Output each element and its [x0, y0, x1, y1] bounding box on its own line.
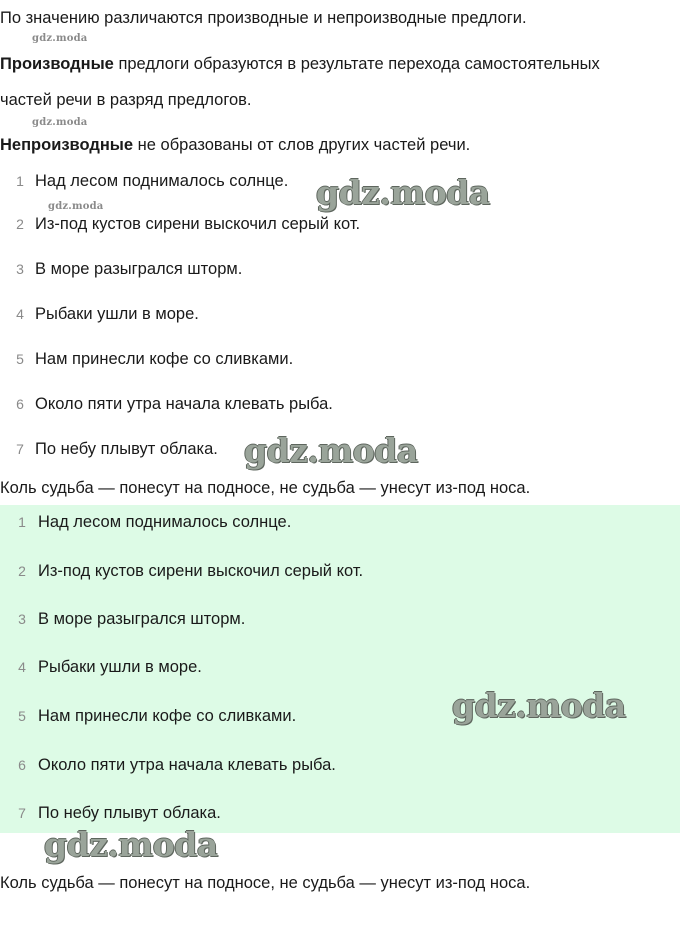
list-text: Нам принесли кофе со сливками.	[38, 707, 297, 725]
derived-paragraph	[0, 54, 600, 74]
derived-term: Производные	[0, 55, 114, 73]
watermark-large: gdz.moda	[452, 686, 626, 725]
list-text: Над лесом поднималось солнце.	[38, 513, 292, 531]
list-number: 5	[18, 708, 26, 724]
proverb-text: Коль судьба — понесут на подносе, не судьба — унесут из-под носа.	[0, 479, 531, 497]
list-text: По небу плывут облака.	[38, 804, 221, 822]
list-text: Около пяти утра начала клевать рыба.	[35, 395, 333, 413]
derived-text: предлоги образуются в результате перехода самостоятельных	[113, 55, 600, 73]
list-number: 6	[16, 396, 24, 412]
list-text: Около пяти утра начала клевать рыба.	[38, 756, 336, 774]
list-text: По небу плывут облака.	[35, 440, 218, 458]
list-number: 7	[18, 805, 26, 821]
watermark-small: gdz.moda	[48, 201, 104, 212]
list-text: Рыбаки ушли в море.	[35, 305, 199, 323]
watermark-large: gdz.moda	[44, 825, 218, 864]
list-number: 2	[18, 563, 26, 579]
intro-text: По значению различаются производные и непроизводные предлоги.	[0, 9, 527, 27]
list-number: 1	[18, 514, 26, 530]
list-text: В море разыгрался шторм.	[38, 610, 246, 628]
list-text: Нам принесли кофе со сливками.	[35, 350, 294, 368]
list-number: 1	[16, 173, 24, 189]
list-number: 2	[16, 216, 24, 232]
derived-line2: частей речи в разряд предлогов.	[0, 91, 252, 109]
list-number: 6	[18, 757, 26, 773]
list-text: В море разыгрался шторм.	[35, 260, 243, 278]
nonderived-text: не образованы от слов других частей речи.	[133, 136, 471, 154]
list-number: 3	[16, 261, 24, 277]
list-number: 4	[16, 306, 24, 322]
watermark-small: gdz.moda	[32, 33, 88, 44]
list-number: 4	[18, 659, 26, 675]
list-text: Из-под кустов сирени выскочил серый кот.	[38, 562, 364, 580]
list-text: Рыбаки ушли в море.	[38, 658, 202, 676]
list-number: 5	[16, 351, 24, 367]
proverb-text: Коль судьба — понесут на подносе, не судьба — унесут из-под носа.	[0, 874, 531, 892]
watermark-large: gdz.moda	[316, 173, 490, 212]
watermark-large: gdz.moda	[244, 431, 418, 470]
nonderived-paragraph	[0, 135, 470, 155]
watermark-small: gdz.moda	[32, 117, 88, 128]
list-text: Над лесом поднималось солнце.	[35, 172, 289, 190]
nonderived-term: Непроизводные	[0, 136, 134, 154]
list-text: Из-под кустов сирени выскочил серый кот.	[35, 215, 361, 233]
list-number: 3	[18, 611, 26, 627]
list-number: 7	[16, 441, 24, 457]
